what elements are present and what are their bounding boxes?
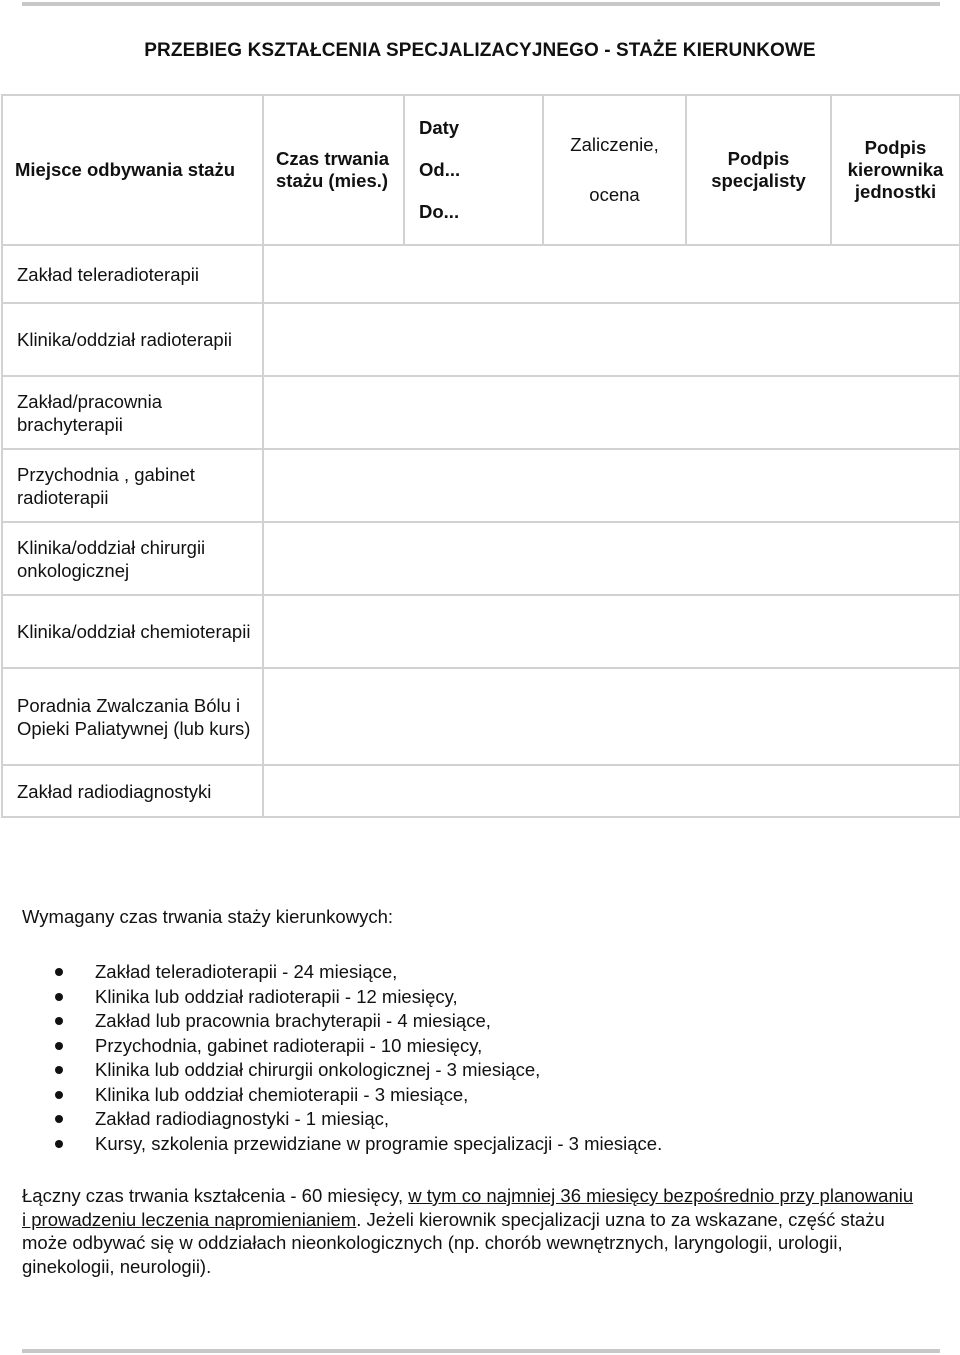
header-daty-do: Do... xyxy=(419,201,460,222)
cell-empty[interactable] xyxy=(404,595,960,668)
cell-empty[interactable] xyxy=(263,449,404,522)
cell-empty[interactable] xyxy=(263,303,404,376)
page-title: PRZEBIEG KSZTAŁCENIA SPECJALIZACYJNEGO - STAŻE KIERUNKOWE xyxy=(144,40,816,61)
row-place: Zakład teleradioterapii xyxy=(2,245,263,303)
row-place: Przychodnia , gabinet radioterapii xyxy=(2,449,263,522)
table-row xyxy=(2,522,960,595)
list-item-text: Klinika lub oddział chirurgii onkologicznej - 3 miesiące, xyxy=(95,1059,541,1080)
cell-empty[interactable] xyxy=(404,245,960,303)
table-row xyxy=(2,765,960,817)
header-daty-label: Daty xyxy=(419,117,460,138)
header-zaliczenie-label: Zaliczenie, xyxy=(570,134,659,155)
header-podpis-kierownika: Podpis kierownika jednostki xyxy=(831,95,960,245)
list-item-text: Zakład teleradioterapii - 24 miesiące, xyxy=(95,961,398,982)
header-podpis-specjalisty: Podpis specjalisty xyxy=(686,95,831,245)
header-miejsce: Miejsce odbywania stażu xyxy=(2,95,263,245)
cell-empty[interactable] xyxy=(263,245,404,303)
list-item xyxy=(55,1034,662,1059)
summary-part1: Łączny czas trwania kształcenia - 60 miesięcy, xyxy=(22,1185,409,1206)
list-item xyxy=(55,1083,662,1108)
row-place: Zakład/pracownia brachyterapii xyxy=(2,376,263,449)
requirements-title: Wymagany czas trwania staży kierunkowych: xyxy=(22,906,393,927)
table-row xyxy=(2,245,960,303)
list-item xyxy=(55,985,662,1010)
list-item-text: Przychodnia, gabinet radioterapii - 10 miesięcy, xyxy=(95,1034,483,1056)
list-item xyxy=(55,1009,662,1034)
cell-empty[interactable] xyxy=(263,595,404,668)
top-rule xyxy=(22,2,940,6)
cell-empty[interactable] xyxy=(263,376,404,449)
requirements-list xyxy=(55,960,662,1156)
row-place: Klinika/oddział chemioterapii xyxy=(2,595,263,668)
list-item-text: Zakład lub pracownia brachyterapii - 4 miesiące, xyxy=(95,1010,491,1031)
header-zaliczenie xyxy=(543,95,686,245)
cell-empty[interactable] xyxy=(263,522,404,595)
summary-part3: . Jeżeli kierownik specjalizacji uzna to za wskazane, część stażu może odbywać się w oddziałach nieonkologicznych (np. chorób wewnętrznych, laryngologii, urologii, ginekologii, neurologii). xyxy=(22,1208,885,1277)
cell-empty[interactable] xyxy=(263,668,404,765)
summary-underlined: w tym co najmniej 36 miesięcy bezpośrednio przy planowaniu i prowadzeniu leczenia napromienianiem xyxy=(22,1185,914,1230)
bullet-icon xyxy=(55,1017,63,1025)
table-row xyxy=(2,303,960,376)
row-place: Zakład radiodiagnostyki xyxy=(2,765,263,817)
table-row xyxy=(2,668,960,765)
bottom-rule xyxy=(22,1349,940,1353)
cell-empty[interactable] xyxy=(404,449,960,522)
list-item-text: Klinika lub oddział radioterapii - 12 miesięcy, xyxy=(95,985,458,1007)
internship-table xyxy=(1,94,960,818)
row-place: Poradnia Zwalczania Bólu i Opieki Paliatywnej (lub kurs) xyxy=(2,668,263,765)
header-czas: Czas trwania stażu (mies.) xyxy=(263,95,404,245)
cell-empty[interactable] xyxy=(404,376,960,449)
list-item xyxy=(55,1132,662,1157)
table-row xyxy=(2,595,960,668)
table-row xyxy=(2,376,960,449)
cell-empty[interactable] xyxy=(404,668,960,765)
header-daty-od: Od... xyxy=(419,159,461,180)
list-item-text: Klinika lub oddział chemioterapii - 3 miesiące, xyxy=(95,1083,469,1105)
cell-empty[interactable] xyxy=(263,765,404,817)
bullet-icon xyxy=(55,1140,63,1148)
bullet-icon xyxy=(55,1042,63,1050)
bullet-icon xyxy=(55,1091,63,1099)
bullet-icon xyxy=(55,1115,63,1123)
bullet-icon xyxy=(55,993,63,1001)
bullet-icon xyxy=(55,1066,63,1074)
cell-empty[interactable] xyxy=(404,765,960,817)
list-item xyxy=(55,960,662,985)
summary-paragraph xyxy=(22,1184,922,1278)
list-item-text: Zakład radiodiagnostyki - 1 miesiąc, xyxy=(95,1108,390,1129)
row-place: Klinika/oddział radioterapii xyxy=(2,303,263,376)
row-place: Klinika/oddział chirurgii onkologicznej xyxy=(2,522,263,595)
list-item-text: Kursy, szkolenia przewidziane w programie specjalizacji - 3 miesiące. xyxy=(95,1132,663,1154)
bullet-icon xyxy=(55,968,63,976)
list-item xyxy=(55,1058,662,1083)
list-item xyxy=(55,1107,662,1132)
header-daty xyxy=(404,95,543,245)
cell-empty[interactable] xyxy=(404,522,960,595)
table-row xyxy=(2,449,960,522)
table-header-row xyxy=(2,95,960,245)
cell-empty[interactable] xyxy=(404,303,960,376)
header-ocena-label: ocena xyxy=(589,184,640,205)
